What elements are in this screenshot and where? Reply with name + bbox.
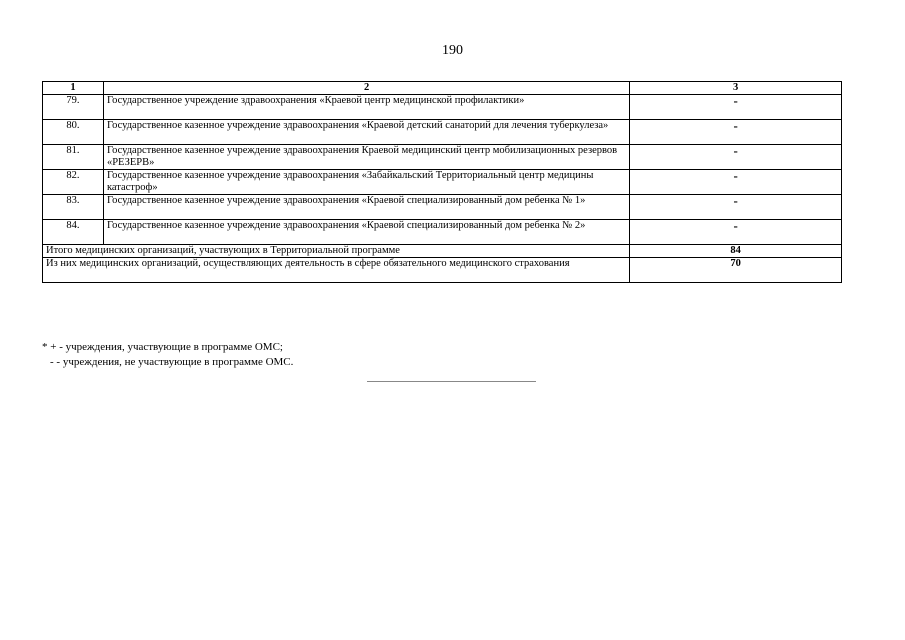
oms-row bbox=[43, 258, 842, 283]
table-row bbox=[43, 95, 842, 120]
oms-participation: - bbox=[630, 195, 842, 220]
row-number: 80. bbox=[43, 120, 104, 145]
end-separator-line bbox=[367, 381, 536, 382]
table-row bbox=[43, 145, 842, 170]
oms-participation: - bbox=[630, 170, 842, 195]
organizations-table bbox=[42, 81, 842, 283]
organization-name: Государственное учреждение здравоохранения «Краевой центр медицинской профилактики» bbox=[103, 95, 629, 120]
table-header-row bbox=[43, 82, 842, 95]
organization-name: Государственное казенное учреждение здравоохранения «Забайкальский Территориальный центр медицины катастроф» bbox=[103, 170, 629, 195]
row-number: 83. bbox=[43, 195, 104, 220]
table-row bbox=[43, 120, 842, 145]
total-value: 84 bbox=[630, 245, 842, 258]
organization-name: Государственное казенное учреждение здравоохранения «Краевой детский санаторий для лечения туберкулеза» bbox=[103, 120, 629, 145]
column-header-2: 2 bbox=[103, 82, 629, 95]
oms-participation: - bbox=[630, 145, 842, 170]
footnote-participating: * + - учреждения, участвующие в программе ОМС; bbox=[42, 341, 283, 353]
footnote-not-participating: - - учреждения, не участвующие в программе ОМС. bbox=[50, 356, 294, 368]
row-number: 81. bbox=[43, 145, 104, 170]
organization-name: Государственное казенное учреждение здравоохранения «Краевой специализированный дом ребенка № 2» bbox=[103, 220, 629, 245]
table-row bbox=[43, 195, 842, 220]
column-header-3: 3 bbox=[630, 82, 842, 95]
column-header-1: 1 bbox=[43, 82, 104, 95]
oms-label: Из них медицинских организаций, осуществляющих деятельность в сфере обязательного медицинского страхования bbox=[43, 258, 630, 283]
organization-name: Государственное казенное учреждение здравоохранения «Краевой специализированный дом ребенка № 1» bbox=[103, 195, 629, 220]
total-row bbox=[43, 245, 842, 258]
footnotes bbox=[42, 340, 293, 370]
oms-participation: - bbox=[630, 95, 842, 120]
row-number: 82. bbox=[43, 170, 104, 195]
oms-participation: - bbox=[630, 120, 842, 145]
table-row bbox=[43, 170, 842, 195]
oms-value: 70 bbox=[630, 258, 842, 283]
page-number: 190 bbox=[442, 43, 463, 58]
oms-participation: - bbox=[630, 220, 842, 245]
table-row bbox=[43, 220, 842, 245]
total-label: Итого медицинских организаций, участвующих в Территориальной программе bbox=[43, 245, 630, 258]
organization-name: Государственное казенное учреждение здравоохранения Краевой медицинский центр мобилизационных резервов «РЕЗЕРВ» bbox=[103, 145, 629, 170]
row-number: 84. bbox=[43, 220, 104, 245]
row-number: 79. bbox=[43, 95, 104, 120]
